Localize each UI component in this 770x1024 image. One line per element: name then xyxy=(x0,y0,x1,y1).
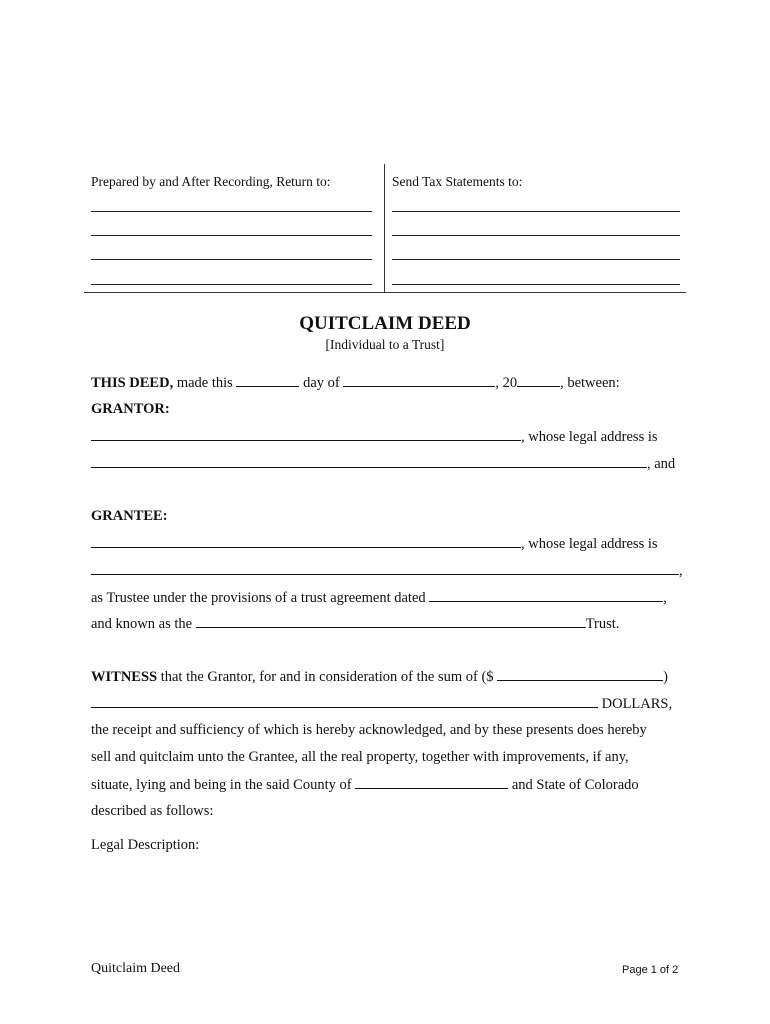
trust-suffix: Trust. xyxy=(585,616,620,632)
return-to-line-1[interactable] xyxy=(91,211,372,212)
footer-doc-name: Quitclaim Deed xyxy=(91,961,181,976)
tax-statement-line-4[interactable] xyxy=(392,284,680,285)
grantor-name-blank[interactable] xyxy=(91,428,521,441)
header-vertical-divider xyxy=(384,164,385,292)
day-of-text: day of xyxy=(303,375,340,391)
trust-date-comma: , xyxy=(663,590,667,606)
county-line xyxy=(91,776,639,794)
trust-date-blank[interactable] xyxy=(429,589,663,602)
header-horizontal-divider xyxy=(84,292,686,293)
grantee-address-blank[interactable] xyxy=(91,562,679,575)
page-subtitle: [Individual to a Trust] xyxy=(325,337,445,352)
county-prefix: situate, lying and being in the said County of xyxy=(91,777,352,793)
tax-statement-line-3[interactable] xyxy=(392,259,680,260)
between-text: , between: xyxy=(560,375,620,391)
year-prefix-text: , 20 xyxy=(495,375,518,391)
return-to-line-2[interactable] xyxy=(91,235,372,236)
tax-statement-line-2[interactable] xyxy=(392,235,680,236)
witness-line xyxy=(91,668,668,686)
grantor-address-suffix: , whose legal address is xyxy=(521,429,658,445)
grantee-address-line xyxy=(91,562,683,580)
grantor-label: GRANTOR: xyxy=(91,401,170,417)
county-suffix: and State of Colorado xyxy=(511,777,639,793)
this-deed-label: THIS DEED, xyxy=(91,375,174,391)
trust-name-line xyxy=(91,615,619,633)
page-title: QUITCLAIM DEED xyxy=(299,313,471,334)
grantee-address-suffix: , whose legal address is xyxy=(521,536,658,552)
witness-paragraph-line-2: sell and quitclaim unto the Grantee, all the real property, together with improvements, if any, xyxy=(91,749,629,765)
trustee-line xyxy=(91,589,667,607)
described-as-follows: described as follows: xyxy=(91,803,214,819)
grantor-name-line xyxy=(91,428,658,446)
dollars-line xyxy=(91,695,672,713)
tax-statement-line-1[interactable] xyxy=(392,211,680,212)
witness-label: WITNESS xyxy=(91,669,158,685)
legal-description-label: Legal Description: xyxy=(91,837,200,853)
known-as-text: and known as the xyxy=(91,616,193,632)
return-to-line-3[interactable] xyxy=(91,259,372,260)
county-blank[interactable] xyxy=(355,776,508,789)
month-blank[interactable] xyxy=(343,374,495,387)
dollars-text: DOLLARS, xyxy=(601,696,673,712)
dollars-words-blank[interactable] xyxy=(91,695,598,708)
made-this-text: made this xyxy=(176,375,233,391)
deed-date-line xyxy=(91,374,620,392)
grantee-address-comma: , xyxy=(679,563,683,579)
witness-paragraph-line-1: the receipt and sufficiency of which is hereby acknowledged, and by these presents does hereby xyxy=(91,722,647,738)
grantee-label: GRANTEE: xyxy=(91,508,168,524)
witness-close-paren: ) xyxy=(663,669,669,685)
year-blank[interactable] xyxy=(517,374,560,387)
witness-text: that the Grantor, for and in consideration of the sum of ($ xyxy=(160,669,494,685)
grantee-name-blank[interactable] xyxy=(91,535,521,548)
trustee-text: as Trustee under the provisions of a trust agreement dated xyxy=(91,590,426,606)
grantor-address-blank[interactable] xyxy=(91,455,647,468)
send-tax-label: Send Tax Statements to: xyxy=(392,174,523,189)
footer-page-number: Page 1 of 2 xyxy=(622,964,679,976)
grantee-name-line xyxy=(91,535,658,553)
grantor-and-suffix: , and xyxy=(647,456,676,472)
trust-name-blank[interactable] xyxy=(196,615,586,628)
grantor-address-line xyxy=(91,455,675,473)
return-to-line-4[interactable] xyxy=(91,284,372,285)
sum-amount-blank[interactable] xyxy=(497,668,663,681)
prepared-by-label: Prepared by and After Recording, Return to: xyxy=(91,174,331,189)
day-blank[interactable] xyxy=(236,374,299,387)
